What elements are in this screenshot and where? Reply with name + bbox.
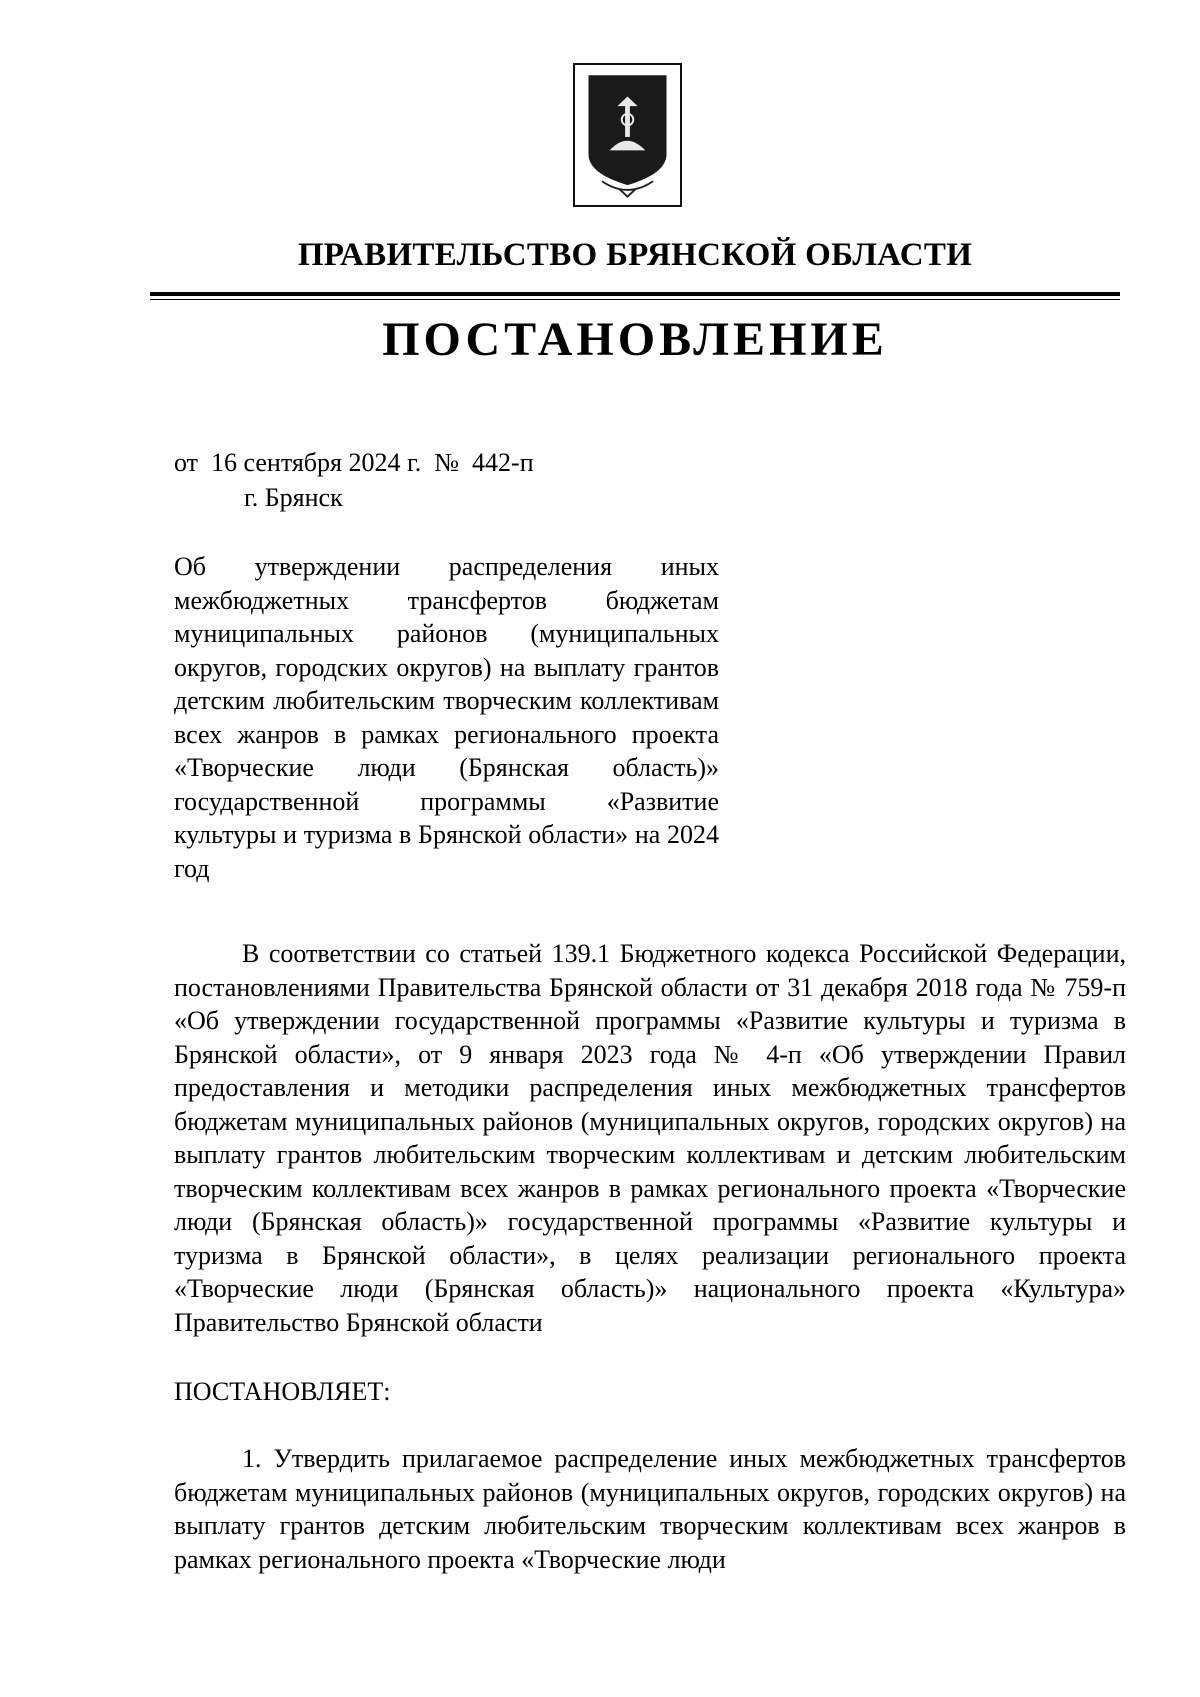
header-divider-thin bbox=[150, 299, 1120, 300]
organization-title: ПРАВИТЕЛЬСТВО БРЯНСКОЙ ОБЛАСТИ bbox=[297, 237, 973, 273]
document-subject: Об утверждении распределения иных межбюджетных трансфертов бюджетам муниципальных районов (муниципальных округов, городских округов) на выплату грантов детским любительским творческим коллективам всех жанров в рамках регионального проекта «Творческие люди (Брянская область)» государственной программы «Развитие культуры и туризма в Брянской области» на 2024 год bbox=[174, 552, 719, 883]
city: г. Брянск bbox=[244, 483, 343, 512]
header-divider-thick bbox=[150, 292, 1120, 296]
document-type-heading: ПОСТАНОВЛЕНИЕ bbox=[382, 313, 888, 366]
item-1-paragraph: 1. Утвердить прилагаемое распределение иных межбюджетных трансфертов бюджетам муниципальных районов (муниципальных округов, городских округов) на выплату грантов детским любительским творческим коллективам всех жанров в рамках регионального проекта «Творческие люди bbox=[174, 1444, 1126, 1574]
date-and-number: от 16 сентября 2024 г. № 442-п bbox=[174, 448, 534, 477]
preamble-paragraph: В соответствии со статьей 139.1 Бюджетного кодекса Российской Федерации, постановлениями Правительства Брянской области от 31 декабря 2018 года № 759-п «Об утверждении государственной программы «Развитие культуры и туризма в Брянской области», от 9 января 2023 года № 4-п «Об утверждении Правил предоставления и методики распределения иных межбюджетных трансфертов бюджетам муниципальных районов (муниципальных округов, городских округов) на выплату грантов любительским творческим коллективам и детским любительским творческим коллективам всех жанров в рамках регионального проекта «Творческие люди (Брянская область)» государственной программы «Развитие культуры и туризма в Брянской области», в целях реализации регионального проекта «Творческие люди (Брянская область)» национального проекта «Культура» Правительство Брянской области bbox=[174, 939, 1126, 1337]
bryansk-coat-of-arms-icon bbox=[573, 63, 682, 207]
resolves-heading: ПОСТАНОВЛЯЕТ: bbox=[174, 1377, 391, 1406]
